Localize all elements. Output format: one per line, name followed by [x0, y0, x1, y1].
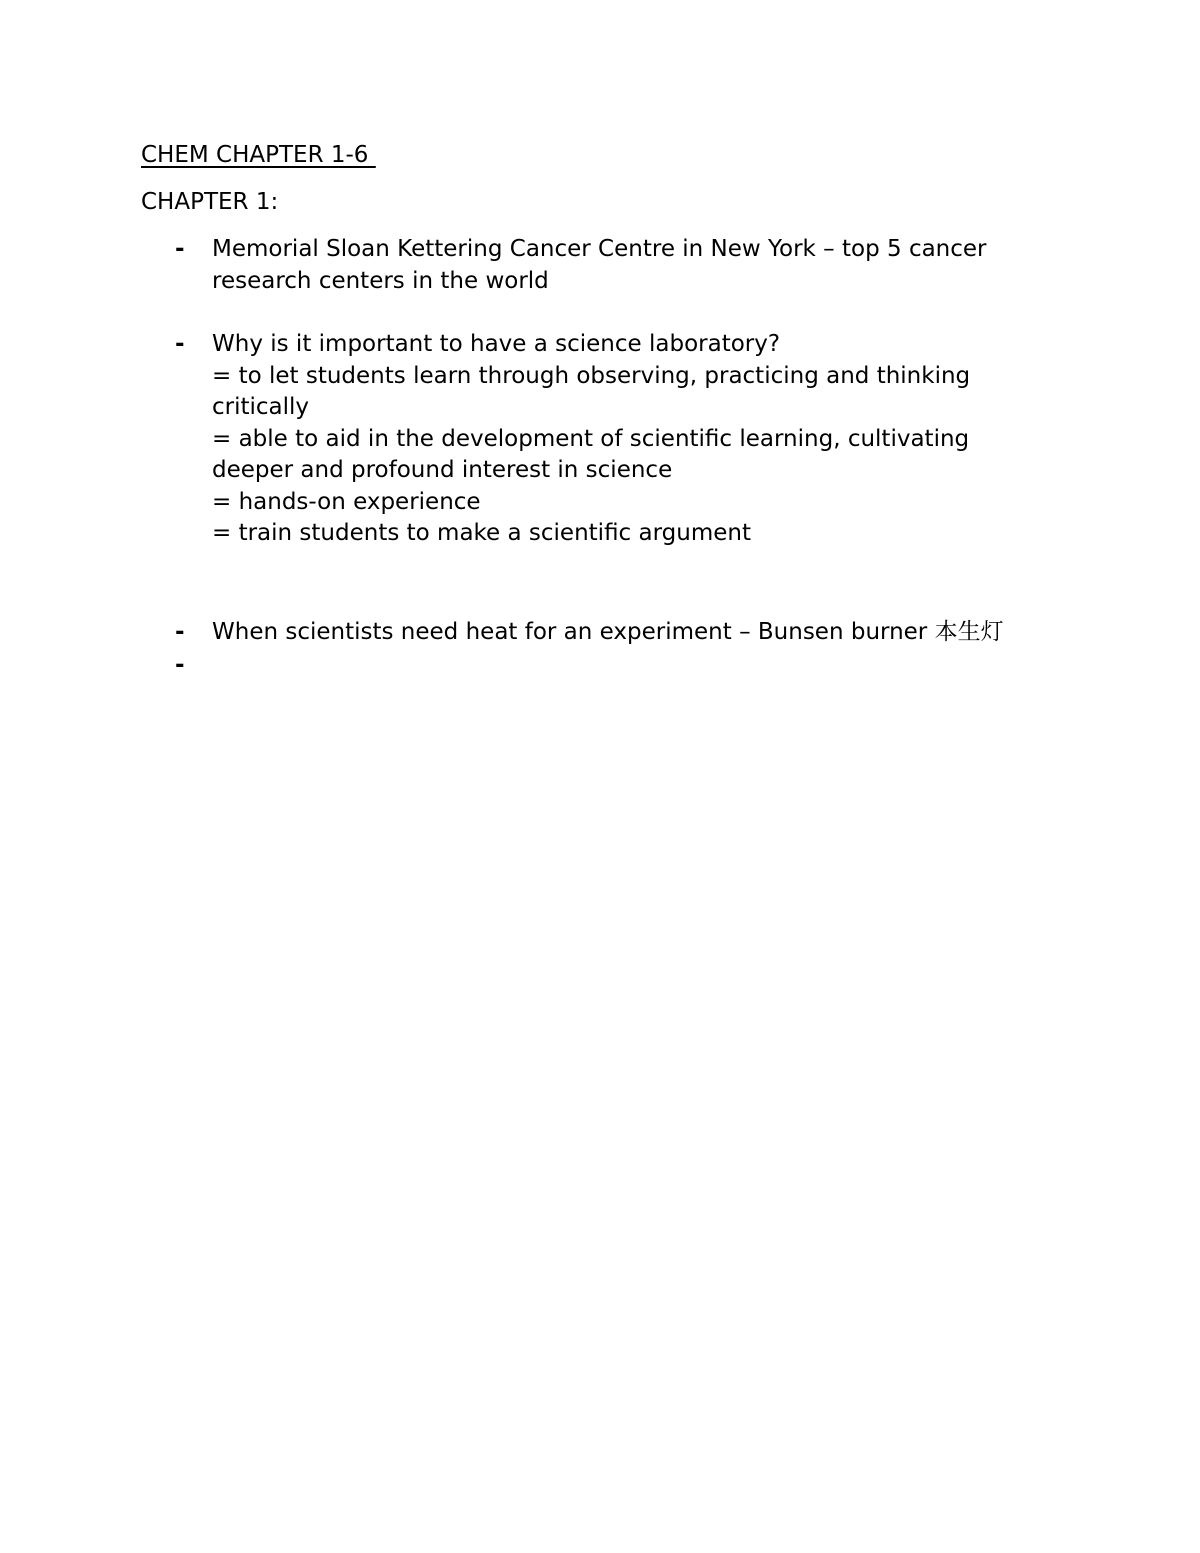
text-line: research centers in the world: [212, 267, 549, 294]
bullet-marker: -: [175, 236, 185, 262]
bullet-marker: -: [175, 331, 185, 357]
document-title: CHEM CHAPTER 1-6: [141, 142, 376, 168]
text-line: = able to aid in the development of scientific learning, cultivating: [212, 425, 970, 452]
bullet-marker: -: [175, 652, 185, 678]
text-line: critically: [212, 394, 310, 420]
text-line: = to let students learn through observing, practicing and thinking: [212, 362, 971, 389]
text-line: = train students to make a scientific argument: [212, 520, 751, 546]
bullet-text: [212, 617, 1042, 649]
text-line: Memorial Sloan Kettering Cancer Centre in New York – top 5 cancer: [212, 236, 987, 262]
text-line: = hands-on experience: [212, 488, 481, 515]
bullet-text: [212, 329, 1042, 550]
text-line: When scientists need heat for an experiment – Bunsen burner 本生灯: [212, 619, 1004, 645]
bullet-text: [212, 234, 1042, 297]
chapter-heading: CHAPTER 1:: [141, 189, 279, 215]
text-line: deeper and profound interest in science: [212, 457, 673, 483]
text-line: Why is it important to have a science laboratory?: [212, 331, 781, 357]
bullet-marker: -: [175, 619, 185, 645]
